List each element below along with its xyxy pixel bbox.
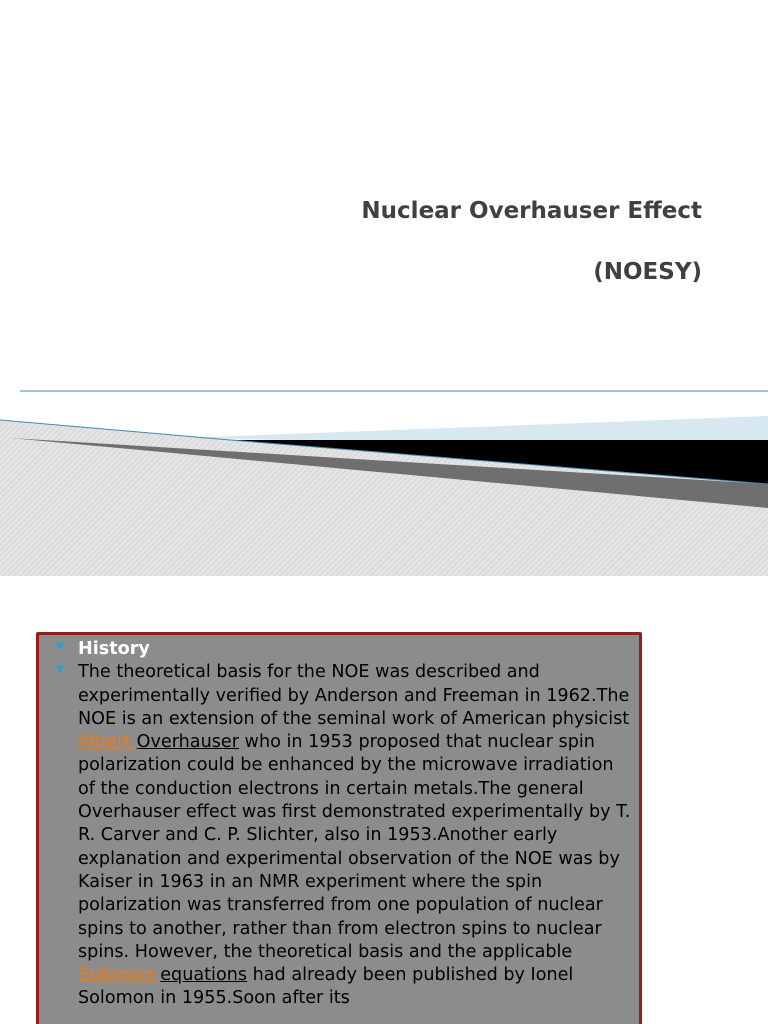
paragraph-text-3: had already been published by Ionel Solomon in 1955.Soon after its <box>78 965 574 1009</box>
paragraph-text-2: who in 1953 proposed that nuclear spin polarization could be enhanced by the microwave irradiation of the conduction electrons in certain metals.The general Overhauser effect was first demonstrated experimentally by T. R. Carver and C. P. Slichter, also in 1953.Another early explanation and experimental observation of the NOE was by Kaiser in 1963 in an NMR experiment where the spin polarization was transferred from one population of nuclear spins to another, rather than from electron spins to nuclear spins. However, the theoretical basis and the applicable <box>78 732 631 962</box>
bullet-list <box>56 638 636 1011</box>
bullet-icon: ▼ <box>56 664 64 676</box>
bullet-history <box>56 638 636 661</box>
slide-title: Nuclear Overhauser Effect <box>361 198 702 224</box>
decorative-banner <box>0 380 768 576</box>
equations-link[interactable]: equations <box>160 965 248 986</box>
slide-subtitle: (NOESY) <box>593 259 702 285</box>
paragraph-text-1: The theoretical basis for the NOE was described and experimentally verified by Anderson and Freeman in 1962.The NOE is an extension of the seminal work of American physicist <box>78 662 630 729</box>
solomon-link[interactable]: Solomon <box>78 965 161 986</box>
overhauser-link[interactable]: Overhauser <box>136 732 239 753</box>
history-heading: History <box>78 639 150 659</box>
albert-link[interactable]: Albert <box>78 732 137 753</box>
title-block <box>102 196 702 287</box>
bullet-icon: ▼ <box>56 641 64 652</box>
bullet-paragraph <box>56 661 636 1010</box>
history-slide <box>0 576 768 1024</box>
content-box <box>36 632 642 1024</box>
light-blue-band <box>180 416 768 440</box>
